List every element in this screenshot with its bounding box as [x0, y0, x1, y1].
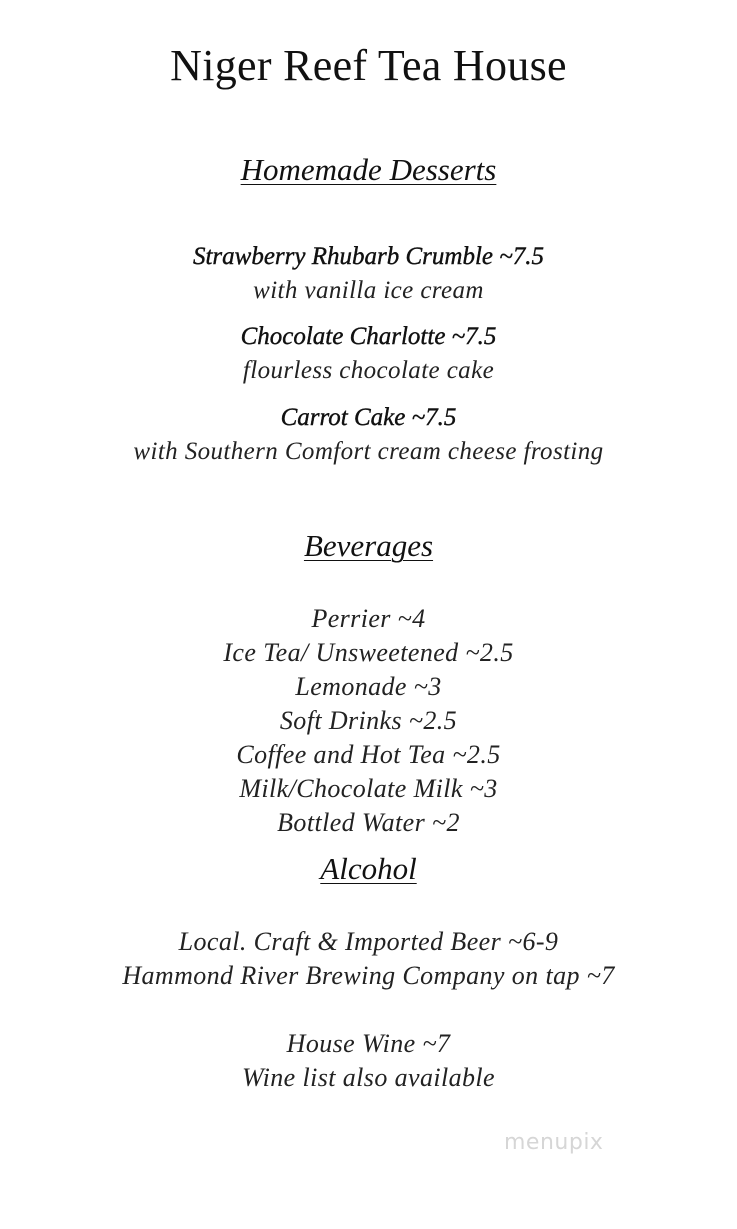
beer-item: Local. Craft & Imported Beer ~6-9: [178, 927, 559, 956]
restaurant-title: Niger Reef Tea House: [170, 41, 567, 90]
beer-item: Hammond River Brewing Company on tap ~7: [122, 961, 615, 990]
wine-item: House Wine ~7: [286, 1029, 451, 1058]
dessert-name: Chocolate Charlotte ~7.5: [240, 323, 497, 350]
beverages-list: [0, 602, 737, 840]
dessert-name: Strawberry Rhubarb Crumble ~7.5: [192, 243, 545, 270]
beverage-item: Perrier ~4: [311, 604, 426, 633]
alcohol-heading: Alcohol: [320, 851, 417, 886]
desserts-heading: Homemade Desserts: [240, 152, 497, 187]
dessert-description: with Southern Comfort cream cheese frosting: [133, 438, 604, 465]
menupix-watermark: menupix: [504, 1130, 604, 1155]
wine-list: [0, 1027, 737, 1095]
dessert-item: [0, 401, 737, 469]
beverage-item: Ice Tea/ Unsweetened ~2.5: [223, 638, 514, 667]
dessert-name: Carrot Cake ~7.5: [280, 404, 457, 431]
beverages-heading: Beverages: [303, 528, 434, 563]
beverage-item: Lemonade ~3: [295, 672, 442, 701]
dessert-description: flourless chocolate cake: [242, 357, 495, 384]
dessert-item: [0, 320, 737, 388]
beverage-item: Soft Drinks ~2.5: [279, 706, 458, 735]
dessert-description: with vanilla ice cream: [253, 277, 484, 304]
beverage-item: Milk/Chocolate Milk ~3: [239, 774, 498, 803]
beverage-item: Coffee and Hot Tea ~2.5: [236, 740, 501, 769]
wine-item: Wine list also available: [242, 1063, 495, 1092]
beverage-item: Bottled Water ~2: [277, 808, 460, 837]
beer-list: [0, 925, 737, 993]
dessert-item: [0, 240, 737, 308]
